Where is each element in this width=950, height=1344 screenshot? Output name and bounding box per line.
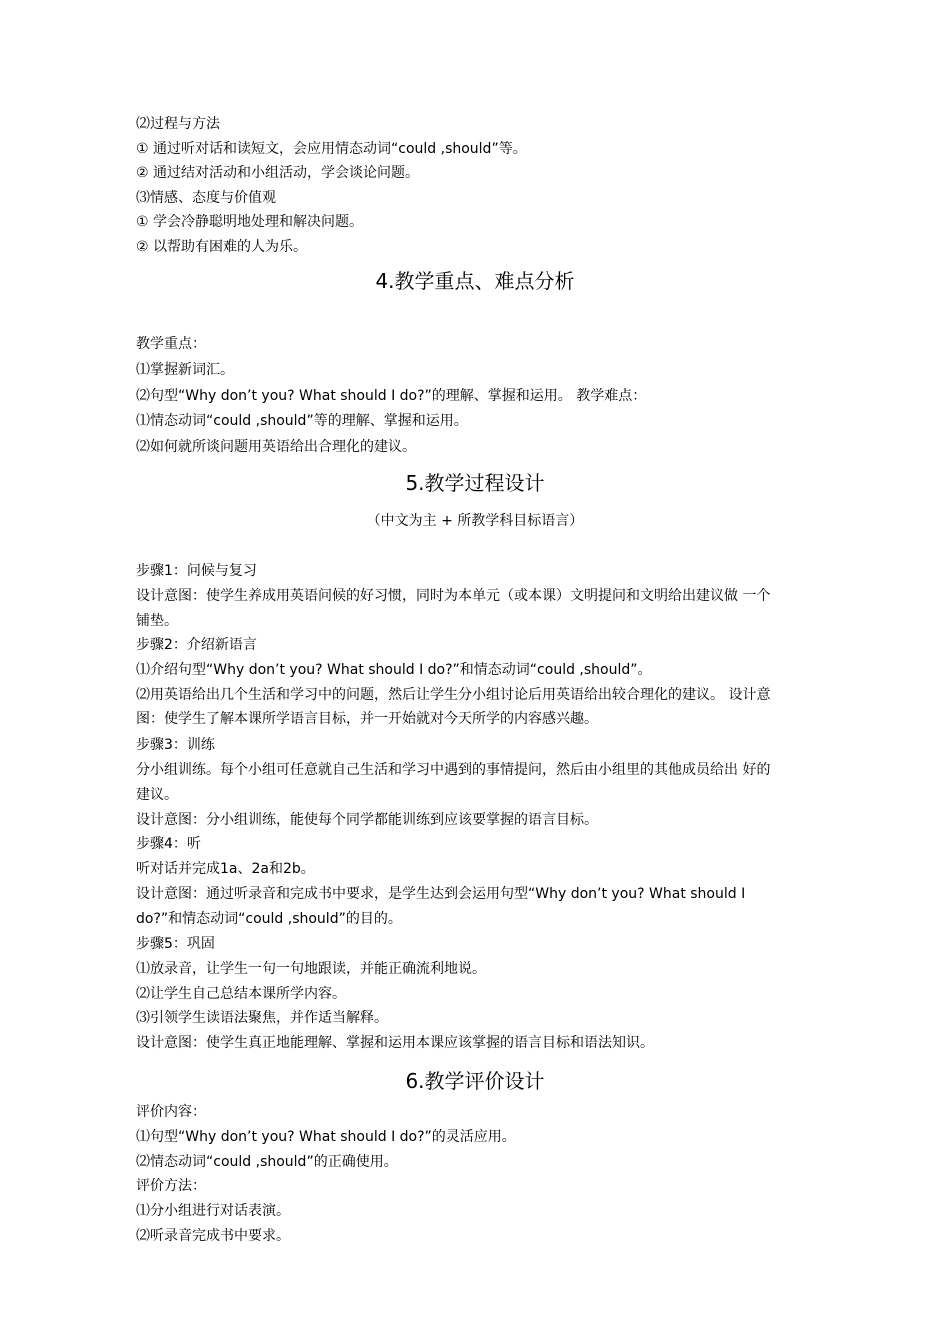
text-line: ① 学会冷静聪明地处理和解决问题。	[136, 214, 364, 230]
text-line: 步骤1：问候与复习	[136, 563, 257, 579]
text-line: ⑵如何就所谈问题用英语给出合理化的建议。	[136, 439, 416, 455]
text-line: ⑴句型“Why don’t you? What should I do?”的灵活应用。	[136, 1129, 516, 1145]
section-heading: 4.教学重点、难点分析	[375, 269, 575, 293]
text-line: ⑴介绍句型“Why don’t you? What should I do?”和情态动词“could ,should”。	[136, 662, 652, 678]
text-line: 步骤3：训练	[136, 737, 215, 753]
text-line: ⑵用英语给出几个生活和学习中的问题，然后让学生分小组讨论后用英语给出较合理化的建议。 设计意	[136, 687, 771, 703]
text-line: ⑶情感、态度与价值观	[136, 190, 276, 206]
text-line: 教学重点：	[136, 336, 206, 352]
text-line: ⑵让学生自己总结本课所学内容。	[136, 986, 346, 1002]
text-line: ⑴放录音，让学生一句一句地跟读，并能正确流利地说。	[136, 961, 486, 977]
text-line: ⑴情态动词“could ,should”等的理解、掌握和运用。	[136, 413, 468, 429]
text-line: 评价内容：	[136, 1104, 206, 1120]
text-line: 评价方法：	[136, 1178, 206, 1194]
text-line: ② 通过结对活动和小组活动，学会谈论问题。	[136, 165, 419, 181]
text-line: 建议。	[136, 787, 178, 803]
text-line: 铺垫。	[136, 613, 178, 629]
section-subheading: （中文为主 + 所教学科目标语言）	[366, 513, 584, 529]
section-heading: 5.教学过程设计	[405, 471, 545, 495]
text-line: 步骤2：介绍新语言	[136, 637, 257, 653]
text-line: 分小组训练。每个小组可任意就自己生活和学习中遇到的事情提问，然后由小组里的其他成员给出 好的	[136, 762, 771, 778]
text-line: 图：使学生了解本课所学语言目标，并一开始就对今天所学的内容感兴趣。	[136, 711, 598, 727]
text-line: 步骤4：听	[136, 836, 201, 852]
text-line: ⑵过程与方法	[136, 116, 220, 132]
text-line: ⑴掌握新词汇。	[136, 362, 234, 378]
text-line: ⑴分小组进行对话表演。	[136, 1203, 290, 1219]
text-line: ⑵听录音完成书中要求。	[136, 1228, 290, 1244]
text-line: ⑵情态动词“could ,should”的正确使用。	[136, 1154, 398, 1170]
text-line: 设计意图：通过听录音和完成书中要求，是学生达到会运用句型“Why don’t you? What should I	[136, 886, 746, 902]
text-line: do?”和情态动词“could ,should”的目的。	[136, 911, 402, 927]
text-line: ⑵句型“Why don’t you? What should I do?”的理解、掌握和运用。 教学难点：	[136, 388, 647, 404]
text-line: 设计意图：分小组训练，能使每个同学都能训练到应该要掌握的语言目标。	[136, 812, 598, 828]
text-line: 听对话并完成1a、2a和2b。	[136, 861, 315, 877]
text-line: ② 以帮助有困难的人为乐。	[136, 239, 308, 255]
section-heading: 6.教学评价设计	[405, 1069, 545, 1093]
text-line: 设计意图：使学生真正地能理解、掌握和运用本课应该掌握的语言目标和语法知识。	[136, 1035, 654, 1051]
text-line: ⑶引领学生读语法聚焦，并作适当解释。	[136, 1010, 388, 1026]
text-line: ① 通过听对话和读短文，会应用情态动词“could ,should”等。	[136, 141, 527, 157]
text-line: 设计意图：使学生养成用英语问候的好习惯，同时为本单元（或本课）文明提问和文明给出建议做 一个	[136, 588, 771, 604]
text-line: 步骤5：巩固	[136, 936, 215, 952]
